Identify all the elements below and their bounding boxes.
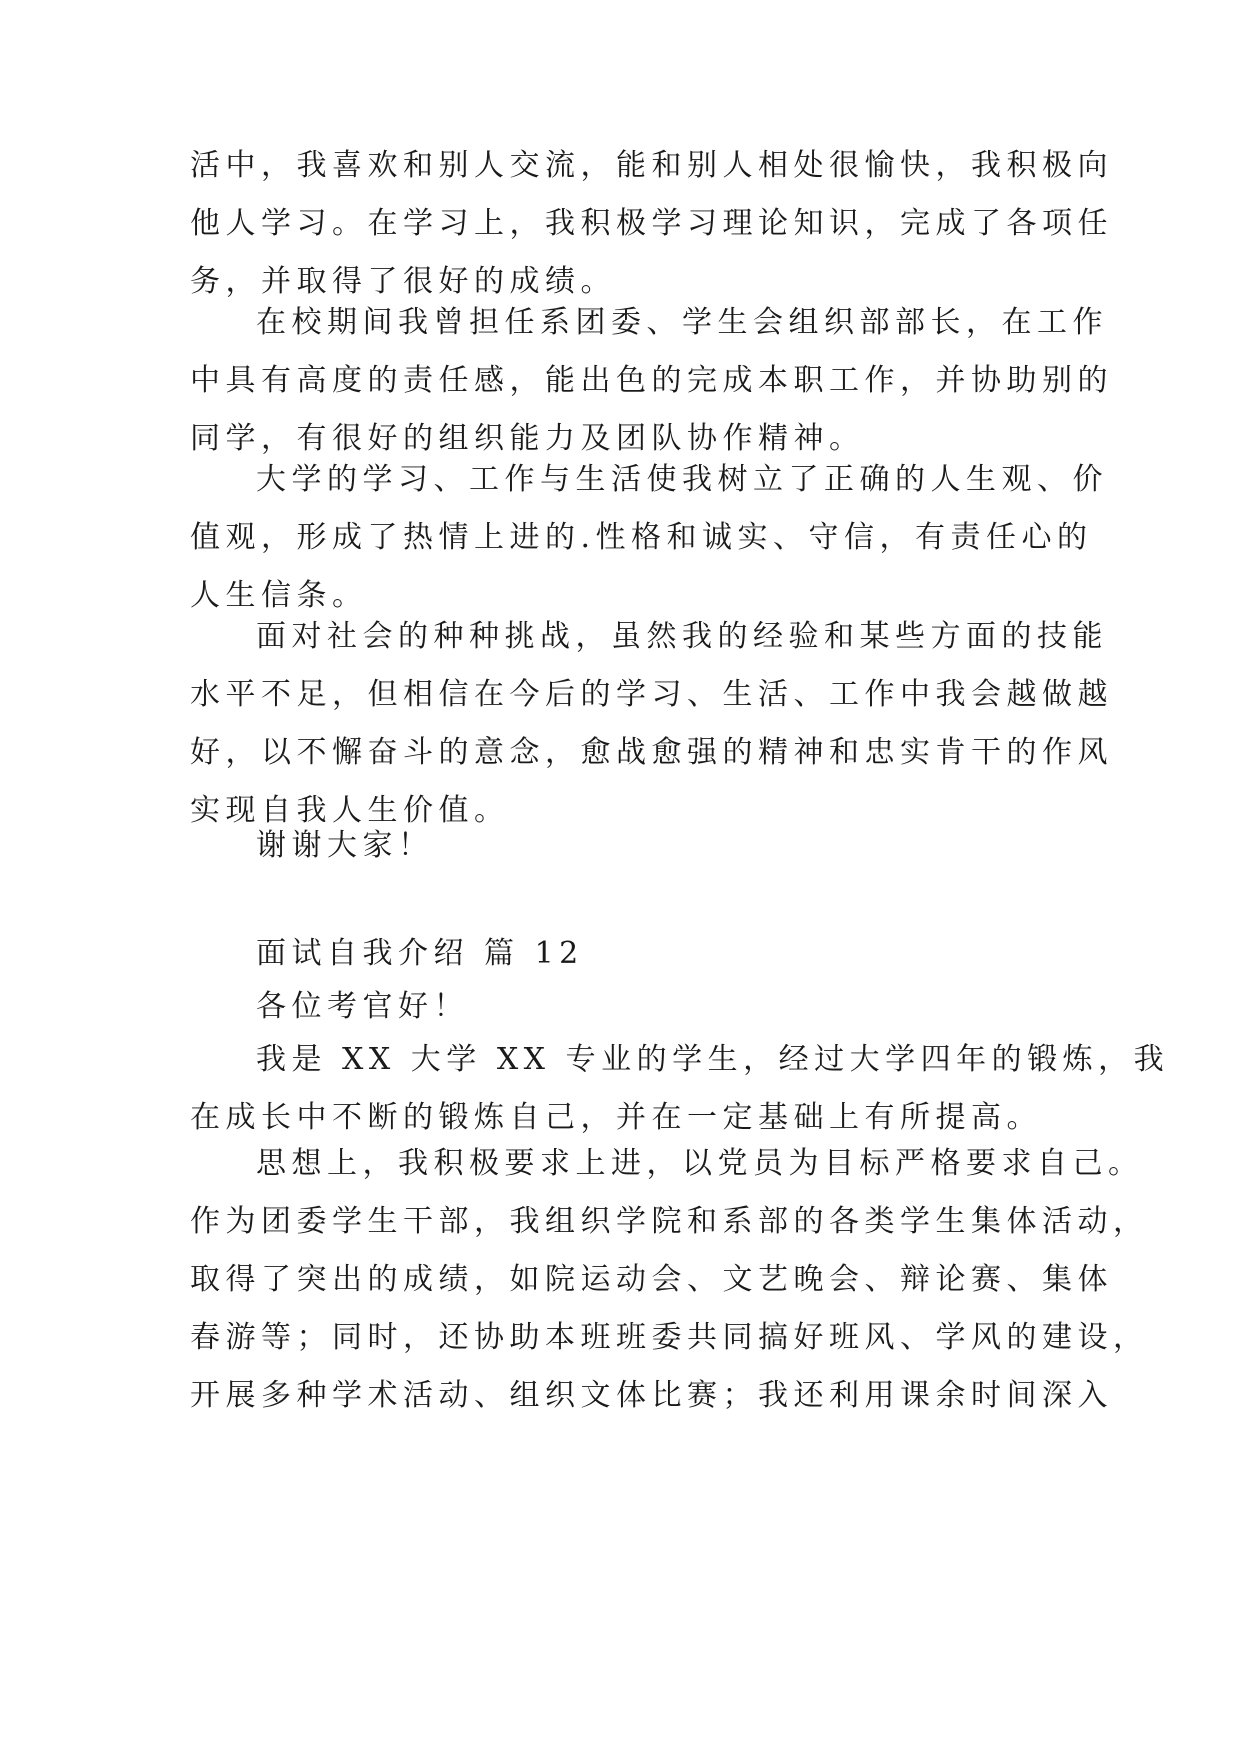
paragraph-worldview — [190, 451, 1108, 625]
paragraph-introduction — [190, 1031, 1170, 1147]
text-line: 活中，我喜欢和别人交流，能和别人相处很愉快，我积极向 — [190, 148, 1113, 183]
text-line: 面对社会的种种挑战，虽然我的经验和某些方面的技能 — [256, 619, 1108, 654]
text-line: 取得了突出的成绩，如院运动会、文艺晚会、辩论赛、集体 — [190, 1262, 1113, 1297]
text-line: 在校期间我曾担任系团委、学生会组织部部长，在工作 — [256, 305, 1108, 340]
text-line: 同学，有很好的组织能力及团队协作精神。 — [190, 421, 865, 456]
text-line: 开展多种学术活动、组织文体比赛；我还利用课余时间深入 — [190, 1378, 1113, 1413]
section-title: 面试自我介绍 篇 12 — [256, 936, 584, 971]
text-line: 在成长中不断的锻炼自己，并在一定基础上有所提高。 — [190, 1100, 1042, 1135]
text-line: 值观，形成了热情上进的.性格和诚实、守信，有责任心的 — [190, 520, 1093, 555]
thanks-text: 谢谢大家！ — [256, 828, 434, 863]
text-line: 人生信条。 — [190, 578, 368, 613]
text-line: 务，并取得了很好的成绩。 — [190, 264, 616, 299]
text-line: 作为团委学生干部，我组织学院和系部的各类学生集体活动， — [190, 1204, 1149, 1239]
section-heading — [190, 925, 1050, 983]
text-line: 春游等；同时，还协助本班班委共同搞好班风、学风的建设， — [190, 1320, 1149, 1355]
text-line: 大学的学习、工作与生活使我树立了正确的人生观、价 — [256, 462, 1108, 497]
text-line: 思想上，我积极要求上进，以党员为目标严格要求自己。 — [256, 1146, 1144, 1181]
greeting-line — [190, 978, 1050, 1036]
paragraph-ideology — [190, 1135, 1149, 1425]
greeting-text: 各位考官好！ — [256, 989, 469, 1024]
text-line: 中具有高度的责任感，能出色的完成本职工作，并协助别的 — [190, 363, 1113, 398]
text-line: 好，以不懈奋斗的意念，愈战愈强的精神和忠实肯干的作风 — [190, 735, 1113, 770]
text-line: 实现自我人生价值。 — [190, 793, 510, 828]
text-line: 我是 XX 大学 XX 专业的学生，经过大学四年的锻炼，我 — [256, 1042, 1170, 1077]
text-line: 他人学习。在学习上，我积极学习理论知识，完成了各项任 — [190, 206, 1113, 241]
text-line: 水平不足，但相信在今后的学习、生活、工作中我会越做越 — [190, 677, 1113, 712]
thanks-line — [190, 817, 1050, 875]
paragraph-challenges — [190, 608, 1113, 840]
paragraph-continued — [190, 137, 1113, 311]
paragraph-student-union — [190, 294, 1113, 468]
